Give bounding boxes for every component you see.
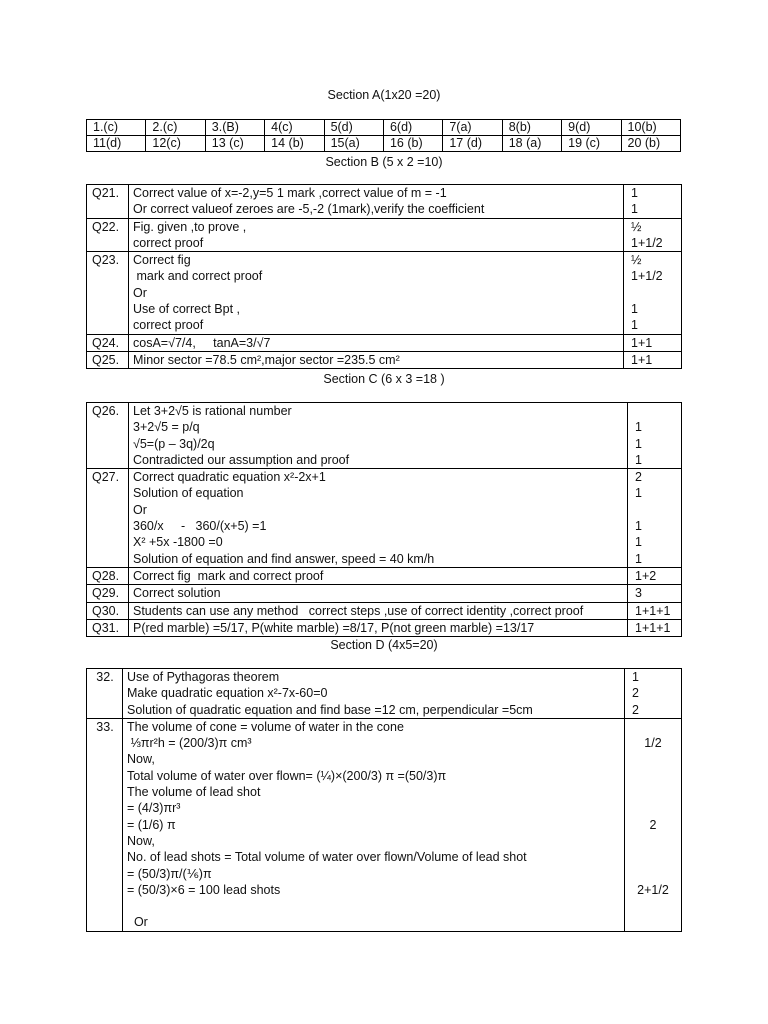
marks-cell [628,585,682,602]
mark-value: 1 [632,670,639,684]
question-number: Q25. [87,351,129,368]
mark-value: 2 [632,686,639,701]
answer-line: P(red marble) =5/17, P(white marble) =8/17, P(not green marble) =13/17 [133,620,535,635]
mark-value: 1 [631,202,638,217]
answer-line: Correct fig mark and correct proof [133,568,324,583]
answer-cell: 12(c) [146,136,205,152]
mark-value [629,833,677,849]
mark-value [635,502,677,518]
mark-value: 1 [635,420,642,435]
question-number: Q24. [87,334,129,351]
answer-line: correct proof [133,318,204,333]
answer-line: = (50/3)×6 = 100 lead shots [127,882,281,897]
answer-line: Use of correct Bpt , [133,302,240,317]
answer-cell: 13 (c) [205,136,264,152]
answer-cell: 19 (c) [562,136,621,152]
answer-line: = (50/3)π/(⅙)π [127,866,212,881]
answer-cell: 17 (d) [443,136,502,152]
section-b-title: Section B (5 x 2 =10) [325,155,443,169]
mark-value [629,751,677,767]
answer-line: Or [127,915,148,930]
answer-cell: 10(b) [621,120,680,136]
answer-text [129,185,624,219]
answer-cell: 6(d) [383,120,442,136]
answer-line: Or [133,285,147,300]
answer-line: Correct value of x=-2,y=5 1 mark ,correct value of m = -1 [133,186,447,200]
answer-line: = (4/3)πr³ [127,801,181,816]
answer-line: Or [133,502,147,517]
mark-value: 2 [632,702,639,717]
mark-value: 1 [631,318,638,333]
question-number: Q27. [87,469,129,568]
answer-line: Fig. given ,to prove , [133,219,247,234]
marks-cell [624,334,682,351]
section-d-title: Section D (4x5=20) [330,638,438,652]
section-a-table [86,119,681,152]
answer-text [129,469,628,568]
mark-value [629,898,677,914]
answer-cell: 5(d) [324,120,383,136]
mark-value: 1+1/2 [631,235,663,250]
answer-line: Correct solution [133,586,221,601]
section-a-title: Section A(1x20 =20) [327,88,441,102]
answer-cell: 15(a) [324,136,383,152]
answer-line: The volume of cone = volume of water in the cone [127,719,404,734]
answer-line: Let 3+2√5 is rational number [133,404,292,418]
question-number: Q26. [87,403,129,469]
answer-line: 3+2√5 = p/q [133,420,200,435]
answer-line: X² +5x -1800 =0 [133,535,223,550]
answer-line: 360/x - 360/(x+5) =1 [133,519,267,534]
marks-cell [628,619,682,636]
marks-cell [628,403,682,469]
mark-value: 2 [635,470,642,485]
answer-line: Minor sector =78.5 cm²,major sector =235.5 cm² [133,352,400,367]
mark-value: 1 [635,436,642,451]
section-c-table [86,402,682,637]
table-row [87,669,682,719]
mark-value [635,403,677,419]
marks-cell [624,218,682,252]
mark-value: 2 [649,817,657,832]
answer-line: cosA=√7/4, tanA=3/√7 [133,335,271,350]
answer-line: Now, [127,833,155,848]
answer-line: = (1/6) π [127,817,176,832]
answer-cell: 18 (a) [502,136,561,152]
mark-value [629,866,677,882]
table-row [87,403,682,469]
marks-cell [624,252,682,334]
answer-line: Contradicted our assumption and proof [133,452,350,467]
answer-text [129,218,624,252]
table-row [87,619,682,636]
section-d-table [86,668,682,932]
table-row [87,334,682,351]
mark-value: 1 [635,486,642,501]
table-row [87,469,682,568]
table-row [87,602,682,619]
answer-text [129,619,628,636]
mark-value [629,914,677,930]
mark-value: 1 [635,452,642,467]
mark-value [629,800,677,816]
mark-value: 1 [635,551,642,566]
answer-text [129,567,628,584]
mark-value: 1 [631,186,638,200]
question-number: Q29. [87,585,129,602]
answer-line: ⅓πr²h = (200/3)π cm³ [127,736,252,751]
mark-value [629,849,677,865]
answer-cell: 9(d) [562,120,621,136]
answer-text [129,602,628,619]
answer-text [129,252,624,334]
answer-line: Solution of quadratic equation and find base =12 cm, perpendicular =5cm [127,702,533,717]
question-number: Q21. [87,185,129,219]
mark-value [629,768,677,784]
mark-value: 1 [635,535,642,550]
answer-line: Correct quadratic equation x²-2x+1 [133,470,326,485]
mark-value: 1+1+1 [635,620,671,635]
answer-line: Correct fig [133,253,191,268]
marks-cell [628,602,682,619]
answer-line: The volume of lead shot [127,785,261,800]
mark-value [629,719,677,735]
table-row [87,351,682,368]
answer-line: Solution of equation [133,486,244,501]
answer-line: Solution of equation and find answer, speed = 40 km/h [133,551,435,566]
table-row [87,718,682,931]
answer-line: Now, [127,752,155,767]
section-b-table [86,184,682,369]
mark-value: 1+2 [635,568,657,583]
answer-line: mark and correct proof [133,269,263,284]
question-number: Q23. [87,252,129,334]
answer-line: Or correct valueof zeroes are -5,-2 (1mark),verify the coefficient [133,202,485,217]
answer-line: Total volume of water over flown= (¼)×(200/3) π =(50/3)π [127,768,447,783]
answer-line: No. of lead shots = Total volume of water over flown/Volume of lead shot [127,850,527,865]
answer-line: Students can use any method correct steps ,use of correct identity ,correct proof [133,603,584,618]
answer-text [129,334,624,351]
marks-cell [624,185,682,219]
question-number: Q30. [87,602,129,619]
answer-cell: 3.(B) [205,120,264,136]
question-number: 33. [87,718,123,931]
marks-cell [628,567,682,584]
mark-value: 1+1 [631,335,653,350]
answer-text [129,351,624,368]
marks-cell [628,469,682,568]
answer-cell: 16 (b) [383,136,442,152]
table-row [87,120,681,136]
answer-cell: 7(a) [443,120,502,136]
marks-cell [625,718,682,931]
mark-value: ½ [631,219,642,234]
mark-value: 1+1/2 [631,269,663,284]
table-row [87,252,682,334]
answer-line [127,898,620,914]
answer-cell: 4(c) [265,120,324,136]
answer-line: Use of Pythagoras theorem [127,670,280,684]
question-number: Q22. [87,218,129,252]
mark-value: 1/2 [644,736,662,751]
question-number: Q28. [87,567,129,584]
answer-text [129,403,628,469]
answer-cell: 1.(c) [87,120,146,136]
mark-value: ½ [631,253,642,268]
mark-value: 3 [635,586,642,601]
table-row [87,185,682,219]
mark-value: 1 [631,302,638,317]
marks-cell [625,669,682,719]
table-row [87,585,682,602]
marks-cell [624,351,682,368]
question-number: 32. [87,669,123,719]
answer-cell: 20 (b) [621,136,680,152]
answer-text [123,718,625,931]
mark-value: 2+1/2 [637,882,669,897]
mark-value: 1+1 [631,352,653,367]
mark-value: 1+1+1 [635,603,671,618]
answer-cell: 14 (b) [265,136,324,152]
answer-text [123,669,625,719]
answer-cell: 8(b) [502,120,561,136]
table-row [87,567,682,584]
table-row [87,136,681,152]
mark-value [631,285,677,301]
answer-line: Make quadratic equation x²-7x-60=0 [127,686,328,701]
answer-text [129,585,628,602]
question-number: Q31. [87,619,129,636]
mark-value: 1 [635,519,642,534]
answer-cell: 11(d) [87,136,146,152]
table-row [87,218,682,252]
section-c-title: Section C (6 x 3 =18 ) [323,372,445,386]
mark-value [629,784,677,800]
answer-line: √5=(p – 3q)/2q [133,436,215,451]
answer-cell: 2.(c) [146,120,205,136]
answer-line: correct proof [133,235,204,250]
